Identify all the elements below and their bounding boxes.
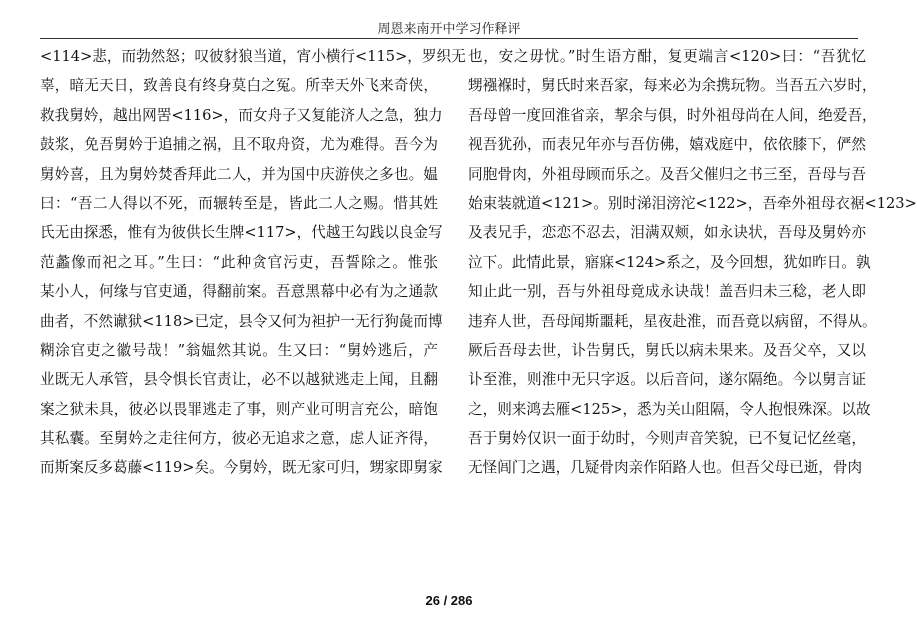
text-line: 业既无人承管，县令惧长官责让，必不以越狱逃走上闻，且翻: [40, 371, 438, 389]
text-line: 知止此一别，吾与外祖母竟成永诀哉！盖吾归未三稔，老人即: [468, 283, 866, 301]
text-line: 视吾犹孙，而表兄年亦与吾仿佛，嬉戏庭中，依依膝下，俨然: [468, 136, 866, 154]
right-text-column: [468, 42, 917, 483]
text-line: 曰：“吾二人得以不死，而辗转至是，皆此二人之赐。惜其姓: [40, 194, 438, 212]
text-line: 厥后吾母去世，讣告舅氏，舅氏以病未果来。及吾父卒，又以: [468, 341, 866, 359]
text-line: 鼓浆，免吾舅妗于追捕之祸，且不取舟资，尤为难得。吾今为: [40, 136, 438, 154]
text-line: 氏无由探悉，惟有为彼供长生牌<117>，代越王勾践以良金写: [40, 224, 443, 242]
text-line: 而斯案反多葛藤<119>矣。今舅妗，既无家可归，甥家即舅家: [40, 459, 443, 477]
text-line: 某小人，何缘与官吏通，得翻前案。吾意黑幕中必有为之通款: [40, 283, 438, 301]
text-line: 同胞骨肉，外祖母顾而乐之。及吾父催归之书三至，吾母与吾: [468, 165, 866, 183]
text-line: 其私囊。至舅妗之走往何方，彼必无追求之意，虑人证齐得，: [40, 430, 438, 448]
text-line: 讣至淮，则淮中无只字返。以后音问，遂尔隔绝。今以舅言证: [468, 371, 866, 389]
text-line: 糊涂官吏之徽号哉！”翁媪然其说。生又曰：“舅妗逃后，产: [40, 341, 438, 359]
text-line: 违弃人世，吾母闻斯噩耗，星夜赴淮，而吾竟以病留，不得从。: [468, 312, 877, 330]
text-line: 救我舅妗，越出网罟<116>，而女舟子又复能济人之急，独力: [40, 106, 443, 124]
text-line: <114>悲，而勃然怒；叹彼豺狼当道，宵小横行<115>，罗织无: [40, 48, 466, 65]
left-text-column: [40, 42, 466, 483]
text-line: 无怪闾门之遇，几疑骨肉亲作陌路人也。但吾父母已逝，骨肉: [468, 459, 863, 477]
text-line: 辜，暗无天日，致善良有终身莫白之冤。所幸天外飞来奇侠，: [40, 77, 438, 95]
running-header: 周恩来南开中学习作释评: [377, 22, 521, 37]
text-line: 曲者，不然谳狱<118>已定，县令又何为袒护一无行狗彘而博: [40, 312, 443, 330]
text-line: 及表兄手，恋恋不忍去，泪满双颊，如永诀状，吾母及舅妗亦: [468, 224, 866, 242]
text-line: 之，则来鸿去雁<125>，悉为关山阻隔，令人抱恨殊深。以故: [468, 400, 871, 418]
page-indicator: 26 / 286: [425, 593, 473, 608]
text-line: 范蠡像而祀之耳。”生曰：“此种贪官污吏，吾誓除之。惟张: [40, 253, 438, 271]
text-line: 吾母曾一度回淮省亲，挈余与俱，时外祖母尚在人间，绝爱吾，: [468, 106, 877, 124]
text-line: 泣下。此情此景，寤寐<124>系之，及今回想，犹如昨日。孰: [468, 253, 871, 271]
text-line: 吾于舅妗仅识一面于幼时，今则声音笑貌，已不复记忆丝毫，: [468, 430, 866, 448]
text-line: 始束装就道<121>。别时涕泪滂沱<122>，吾牵外祖母衣裾<123>: [468, 194, 917, 212]
text-line: 舅妗喜，且为舅妗焚香拜此二人，并为国中庆游侠之多也。媪: [40, 165, 438, 183]
text-line: 案之狱未具，彼必以畏罪逃走了事，则产业可明言充公，暗饱: [40, 400, 438, 418]
text-line: 也，安之毋忧。”时生语方酣，复更端言<120>曰：“吾犹忆: [468, 48, 866, 65]
header-rule: [40, 38, 858, 39]
text-line: 甥襁褓时，舅氏时来吾家，每来必为余携玩物。当吾五六岁时，: [468, 77, 877, 95]
